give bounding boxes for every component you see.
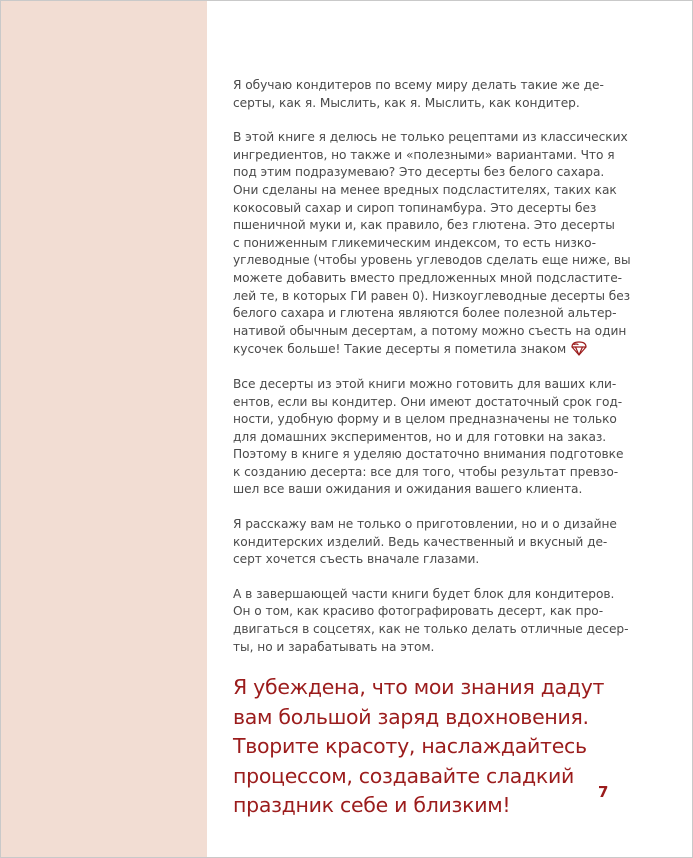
quote-line: процессом, создавайте сладкий [233, 763, 575, 788]
text-line: можете добавить вместо предложенных мной подсластите- [233, 270, 623, 285]
text-line: серт хочется съесть вначале глазами. [233, 552, 480, 567]
text-line: кондитерских изделий. Ведь качественный и вкусный де- [233, 534, 608, 549]
cake-slice-icon [569, 340, 589, 356]
pull-quote [233, 673, 608, 821]
text-line-with-icon [233, 340, 608, 359]
text-line: шел все ваши ожидания и ожидания вашего клиента. [233, 482, 583, 497]
text-line: ности, удобную форму и в целом предназначены не только [233, 412, 617, 427]
text-line: белого сахара и глютена являются более полезной альтер- [233, 306, 617, 321]
text-line: Они сделаны на менее вредных подсластителях, таких как [233, 182, 617, 197]
text-line: А в завершающей части книги будет блок для кондитеров. [233, 586, 615, 601]
text-line: ентов, если вы кондитер. Они имеют достаточный срок год- [233, 394, 623, 409]
text-line: Все десерты из этой книги можно готовить для ваших кли- [233, 376, 617, 391]
decorative-side-band [1, 1, 207, 857]
quote-line: вам большой заряд вдохновения. [233, 704, 589, 729]
text-line: серты, как я. Мыслить, как я. Мыслить, как кондитер. [233, 95, 580, 110]
text-line: Я обучаю кондитеров по всему миру делать такие же де- [233, 78, 604, 92]
text-line: под этим подразумеваю? Это десерты без белого сахара. [233, 165, 605, 180]
text-line: пшеничной муки и, как правило, без глютена. Это десерты [233, 218, 615, 233]
page-number: 7 [598, 783, 609, 801]
text-line: Он о том, как красиво фотографировать десерт, как про- [233, 604, 604, 619]
paragraph-5 [233, 586, 629, 656]
text-line: углеводные (чтобы уровень углеводов сделать еще ниже, вы [233, 253, 631, 268]
paragraph-3 [233, 376, 624, 499]
page-content [233, 77, 631, 821]
text-line: двигаться в соцсетях, как не только делать отличные десер- [233, 622, 629, 637]
text-line: ты, но и зарабатывать на этом. [233, 639, 435, 654]
text-line: с пониженным гликемическим индексом, то есть низко- [233, 235, 596, 250]
text-line: ингредиентов, но также и «полезными» вариантами. Что я [233, 147, 615, 162]
paragraph-2 [233, 129, 631, 359]
text-line: Я расскажу вам не только о приготовлении, но и о дизайне [233, 517, 617, 532]
text-line: кокосовый сахар и сироп топинамбура. Это десерты без [233, 200, 597, 215]
text-line: Поэтому в книге я уделяю достаточно внимания подготовке [233, 447, 624, 462]
text-line: к созданию десерта: все для того, чтобы результат превзо- [233, 464, 619, 479]
text-line: кусочек больше! Такие десерты я пометила знаком [233, 342, 567, 357]
quote-line: Я убеждена, что мои знания дадут [233, 675, 605, 700]
text-line: В этой книге я делюсь не только рецептами из классических [233, 130, 628, 145]
text-line: нативой обычным десертам, а потому можно съесть на один [233, 323, 627, 338]
text-line: лей те, в которых ГИ равен 0). Низкоуглеводные десерты без [233, 288, 631, 303]
quote-line: Творите красоту, наслаждайтесь [233, 734, 587, 759]
paragraph-1 [233, 77, 608, 112]
text-line: для домашних экспериментов, но и для готовки на заказ. [233, 429, 607, 444]
quote-line: праздник себе и близким! [233, 793, 511, 818]
paragraph-4 [233, 516, 617, 569]
